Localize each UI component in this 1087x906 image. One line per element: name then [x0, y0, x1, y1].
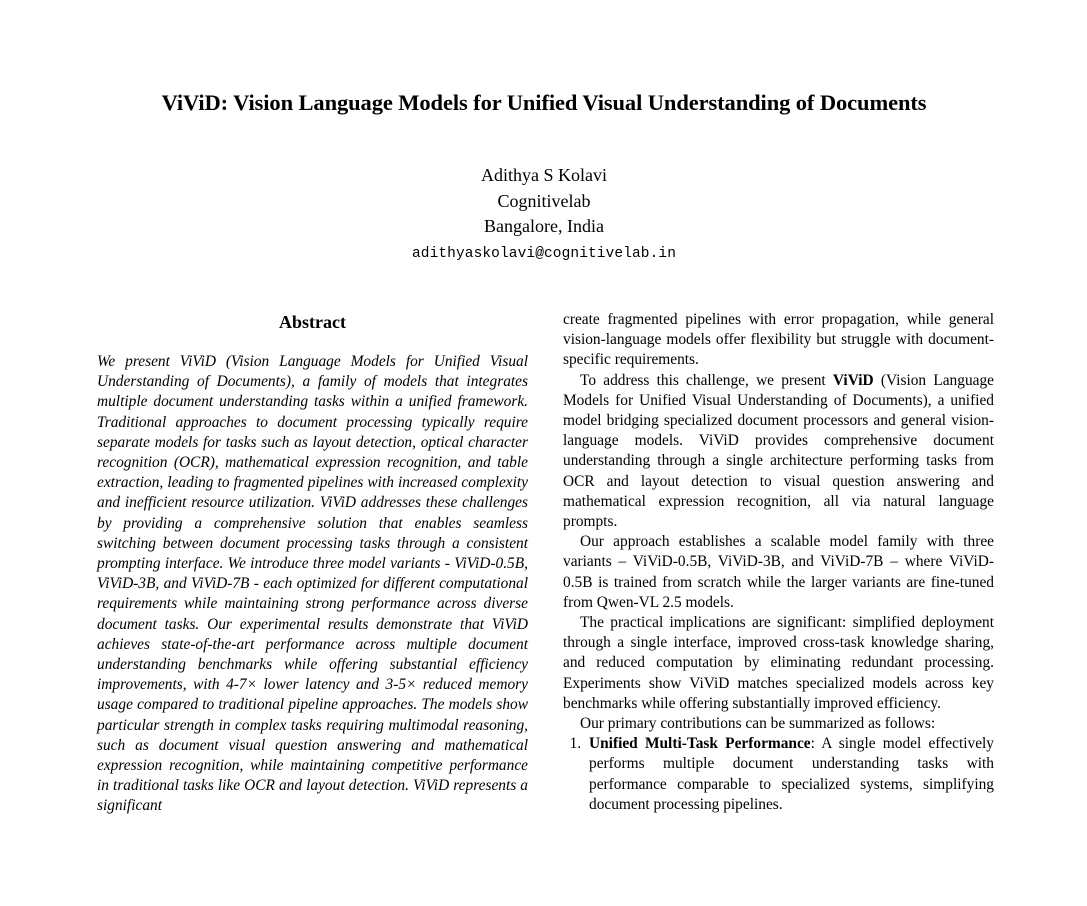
author-name: Adithya S Kolavi — [481, 165, 607, 185]
page-title: ViViD: Vision Language Models for Unified Visual Understanding of Documents — [161, 90, 927, 115]
paragraph-continued: create fragmented pipelines with error propagation, while general vision-language models offer flexibility but struggle with document-specific requirements. — [563, 311, 994, 369]
contribution-label: Unified Multi-Task Performance — [589, 735, 811, 753]
author-email: adithyaskolavi@cognitivelab.in — [411, 245, 677, 262]
author-block — [96, 163, 992, 264]
contributions-list — [563, 734, 994, 815]
paragraph-challenge-post: (Vision Language Models for Unified Visual Understanding of Documents), a unified model bridging specialized document processors and general vision-language models. ViViD provides comprehensive document understanding through a single architecture performing tasks from OCR and layout detection to visual question answering and mathematical expression recognition, all via natural language prompts. — [563, 371, 995, 531]
vivid-bold-mention: ViViD — [832, 371, 874, 389]
left-column — [97, 310, 528, 817]
paragraph-implications: The practical implications are significant: simplified deployment through a single interface, improved cross-task knowledge sharing, and reduced computation by eliminating redundant processing. Experiments show ViViD matches specialized models across key benchmarks while offering substantially improved efficiency. — [563, 614, 994, 712]
list-item — [585, 734, 994, 815]
author-location: Bangalore, India — [484, 216, 604, 236]
paragraph-contributions-lead: Our primary contributions can be summarized as follows: — [580, 715, 936, 733]
paragraph-challenge-pre: To address this challenge, we present — [580, 371, 833, 389]
right-column — [563, 310, 994, 815]
abstract-text: We present ViViD (Vision Language Models for Unified Visual Understanding of Documents), a family of models that integrates multiple document understanding tasks within a unified framework. Traditional approaches to document processing typically require separate models for tasks such as layout detection, optical character recognition (OCR), mathematical expression recognition, and table extraction, leading to fragmented pipelines with increased complexity and inefficient resource utilization. ViViD addresses these challenges by providing a comprehensive solution that enables seamless switching between document processing tasks through a consistent prompting interface. We introduce three model variants - ViViD-0.5B, ViViD-3B, and ViViD-7B - each optimized for different computational requirements while maintaining strong performance across diverse document tasks. Our experimental results demonstrate that ViViD achieves state-of-the-art performance across multiple document understanding benchmarks while offering substantial efficiency improvements, with 4-7× lower latency and 3-5× reduced memory usage compared to traditional pipeline approaches. The models show particular strength in complex tasks requiring multimodal reasoning, such as document visual question answering and mathematical expression recognition, while maintaining competitive performance in traditional tasks like OCR and layout detection. ViViD represents a significant — [97, 353, 528, 815]
abstract-body — [97, 352, 528, 817]
contribution-text: : A single model effectively performs multiple document understanding tasks with performance comparable to specialized systems, simplifying document processing pipelines. — [589, 735, 994, 813]
abstract-heading: Abstract — [279, 312, 346, 332]
paragraph-variants: Our approach establishes a scalable model family with three variants – ViViD-0.5B, ViViD-3B, and ViViD-7B – where ViViD-0.5B is trained from scratch while the larger variants are fine-tuned from Qwen-VL 2.5 models. — [563, 533, 994, 611]
author-affiliation: Cognitivelab — [497, 190, 591, 211]
paragraph-challenge — [563, 371, 994, 533]
